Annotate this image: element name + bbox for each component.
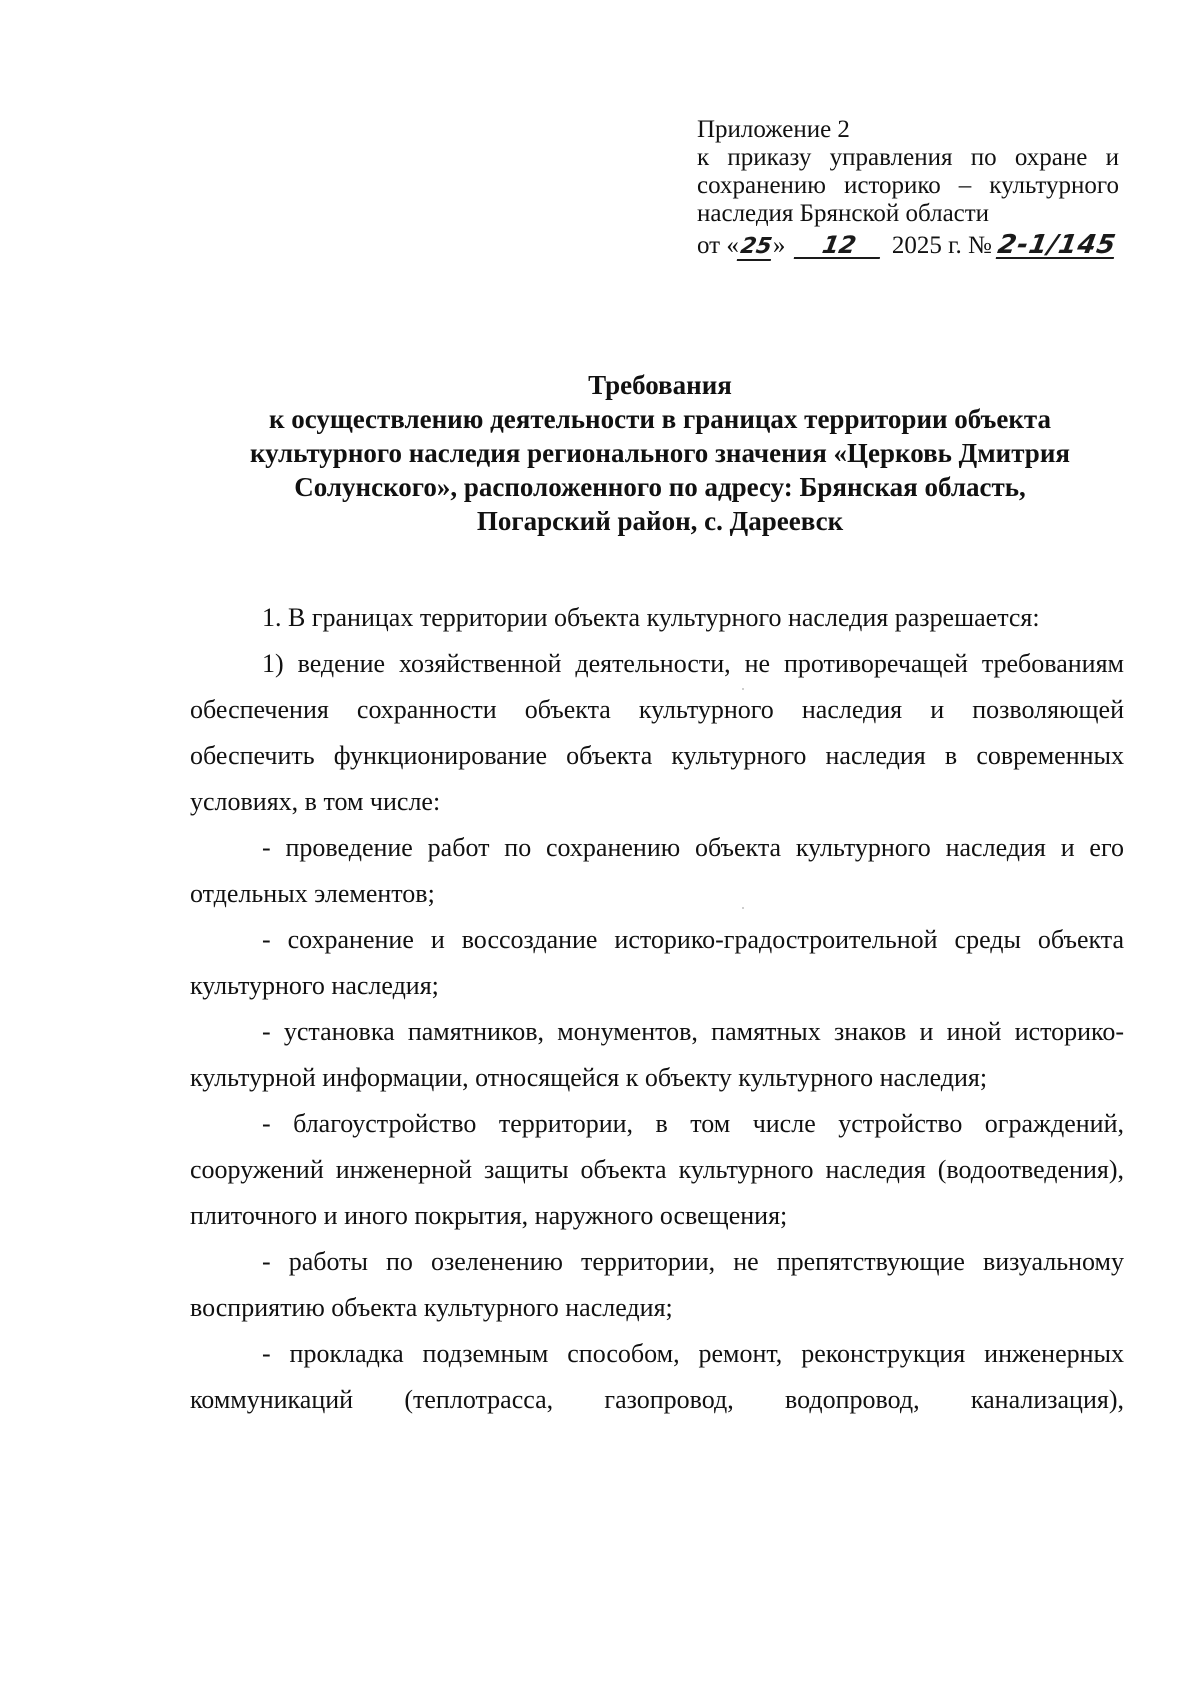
scan-speck xyxy=(742,688,744,690)
scan-speck xyxy=(742,907,744,909)
paragraph-5: - установка памятников, монументов, памятных знаков и иной историко-культурной информации, относящейся к объекту культурного наследия; xyxy=(190,1017,1124,1092)
appendix-header xyxy=(697,116,1119,261)
date-mid: » xyxy=(772,232,786,259)
paragraph-1: 1. В границах территории объекта культурного наследия разрешается: xyxy=(262,603,1040,632)
paragraph-7: - работы по озеленению территории, не препятствующие визуальному восприятию объекта культурного наследия; xyxy=(190,1247,1124,1322)
title-line-3: культурного наследия регионального значения «Церковь Дмитрия xyxy=(250,438,1070,468)
appendix-region-line: наследия Брянской области xyxy=(697,200,990,227)
paragraph-3: - проведение работ по сохранению объекта культурного наследия и его отдельных элементов; xyxy=(190,833,1124,908)
handwritten-day: 25 xyxy=(737,235,776,261)
paragraph-4: - сохранение и воссоздание историко-градостроительной среды объекта культурного наследия; xyxy=(190,925,1124,1000)
handwritten-month: 12 xyxy=(793,233,884,259)
title-heading: Требования xyxy=(588,370,732,400)
appendix-order-line: к приказу управления по охране и xyxy=(697,144,1119,171)
title-line-4: Солунского», расположенного по адресу: Брянская область, xyxy=(294,472,1026,502)
paragraph-8: - прокладка подземным способом, ремонт, реконструкция инженерных коммуникаций (теплотрасса, газопровод, водопровод, канализация), xyxy=(190,1339,1124,1414)
paragraph-6: - благоустройство территории, в том числе устройство ограждений, сооружений инженерной защиты объекта культурного наследия (водоотведения), плиточного и иного покрытия, наружного освещения; xyxy=(190,1109,1124,1230)
title-line-2: к осуществлению деятельности в границах территории объекта xyxy=(268,404,1052,434)
appendix-department-line: сохранению историко – культурного xyxy=(697,172,1119,199)
appendix-label: Приложение 2 xyxy=(697,116,850,143)
document-title xyxy=(150,368,1170,538)
order-reference xyxy=(697,232,1119,261)
date-year: 2025 г. № xyxy=(891,232,992,259)
title-line-5: Погарский район, с. Дареевск xyxy=(476,506,844,536)
document-body xyxy=(190,595,1124,1423)
date-prefix: от « xyxy=(697,232,739,259)
handwritten-order-number: 2-1/145 xyxy=(995,230,1119,260)
paragraph-2: 1) ведение хозяйственной деятельности, не противоречащей требованиям обеспечения сохранности объекта культурного наследия и позволяющей обеспечить функционирование объекта культурного наследия в современных условиях, в том числе: xyxy=(190,649,1124,816)
